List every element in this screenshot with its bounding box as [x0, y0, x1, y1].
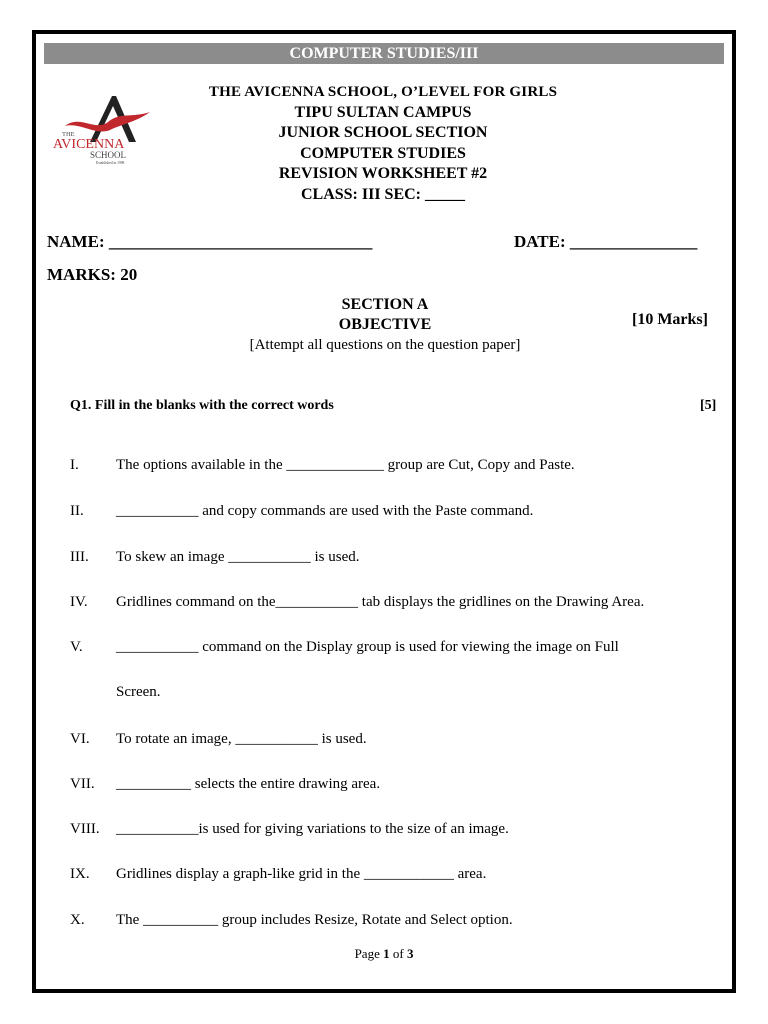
logo-text-avicenna: AVICENNA	[53, 137, 125, 152]
item-number: IV.	[70, 594, 88, 610]
item-text: __________ selects the entire drawing area.	[116, 776, 381, 792]
item-number: VII.	[70, 776, 95, 792]
item-number: IX.	[70, 866, 90, 882]
page-of-label: of	[392, 946, 404, 961]
page-total: 3	[406, 946, 414, 961]
item-number: VI.	[70, 731, 90, 747]
marks-total: MARKS: 20	[47, 265, 138, 284]
item-text: The __________ group includes Resize, Rotate and Select option.	[116, 912, 513, 928]
item-text: The options available in the _____________ group are Cut, Copy and Paste.	[116, 457, 575, 473]
school-name: THE AVICENNA SCHOOL, O’LEVEL FOR GIRLS	[208, 84, 558, 100]
section-title: SECTION A	[341, 296, 429, 313]
name-field: NAME: _______________________________	[47, 232, 373, 251]
item-number: II.	[70, 503, 84, 519]
subject-name: COMPUTER STUDIES	[300, 144, 466, 162]
section-subtitle: OBJECTIVE	[338, 316, 432, 333]
item-text: ___________is used for giving variations to the size of an image.	[116, 821, 509, 837]
section-name: JUNIOR SCHOOL SECTION	[278, 124, 488, 141]
item-number: III.	[70, 549, 89, 565]
item-text: Gridlines command on the___________ tab displays the gridlines on the Drawing Area.	[116, 594, 645, 610]
item-text: Gridlines display a graph-like grid in the ____________ area.	[116, 866, 487, 882]
item-number: X.	[70, 912, 85, 928]
item-number: VIII.	[70, 821, 100, 837]
item-text: To skew an image ___________ is used.	[116, 549, 360, 565]
item-number: I.	[70, 457, 79, 473]
logo-text-the: THE	[62, 131, 75, 138]
page-current: 1	[383, 946, 390, 961]
worksheet-header	[150, 82, 616, 205]
question-title: Q1. Fill in the blanks with the correct words	[70, 398, 334, 413]
date-field: DATE: _______________	[514, 232, 698, 251]
school-logo	[50, 92, 155, 167]
logo-text-school: SCHOOL	[90, 150, 127, 160]
item-text: Screen.	[116, 684, 161, 700]
class-sec: CLASS: III SEC: _____	[300, 185, 466, 203]
item-text: To rotate an image, ___________ is used.	[116, 731, 367, 747]
logo-text-established: Established in 1998	[96, 161, 125, 165]
page-footer	[0, 946, 768, 962]
subject-banner: COMPUTER STUDIES/III	[44, 43, 724, 64]
item-text: ___________ and copy commands are used with the Paste command.	[116, 503, 534, 519]
section-instruction: [Attempt all questions on the question paper]	[249, 337, 521, 353]
page-label: Page	[354, 946, 380, 961]
item-number: V.	[70, 639, 83, 655]
item-text: ___________ command on the Display group is used for viewing the image on Full	[116, 639, 619, 655]
question-marks: [5]	[700, 398, 717, 413]
campus-name: TIPU SULTAN CAMPUS	[294, 103, 472, 121]
section-marks: [10 Marks]	[632, 311, 708, 328]
worksheet-title: REVISION WORKSHEET #2	[278, 165, 488, 182]
